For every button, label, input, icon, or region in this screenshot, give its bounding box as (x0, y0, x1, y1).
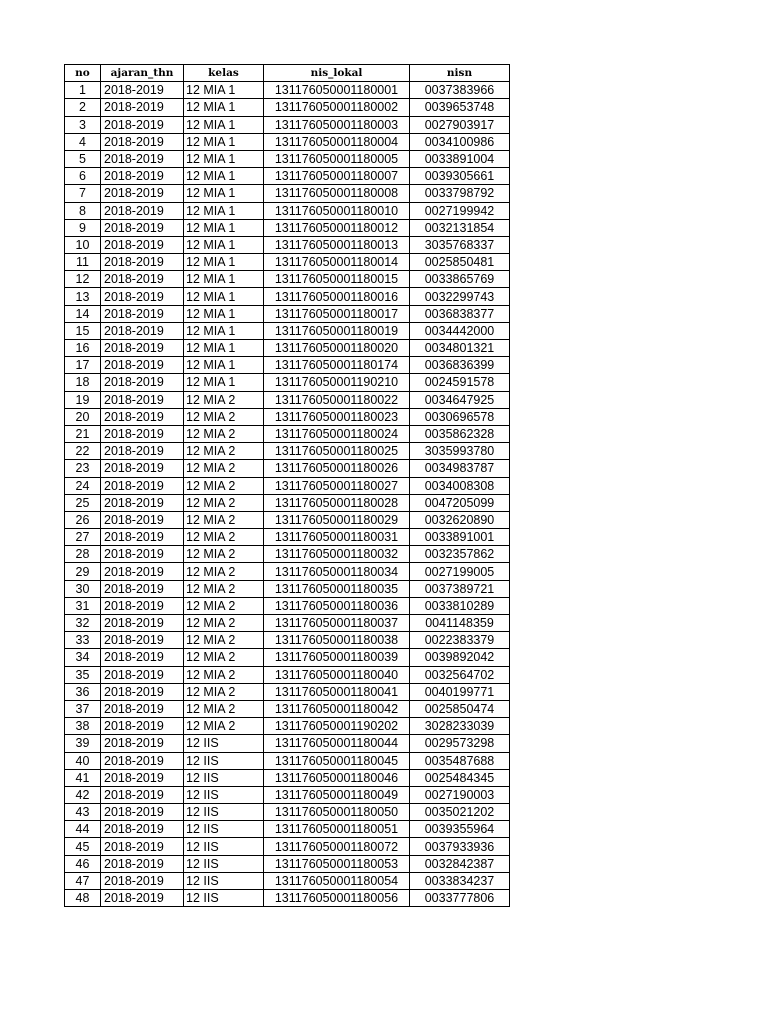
table-row (65, 580, 510, 597)
cell-ajaran-thn: 2018-2019 (101, 202, 184, 219)
table-row (65, 666, 510, 683)
cell-no: 26 (65, 511, 101, 528)
cell-nis-lokal: 131176050001180003 (264, 116, 410, 133)
cell-kelas: 12 IIS (184, 821, 264, 838)
cell-nisn: 0027903917 (410, 116, 510, 133)
cell-kelas: 12 IIS (184, 804, 264, 821)
cell-nisn: 0035862328 (410, 425, 510, 442)
cell-nisn: 0032131854 (410, 219, 510, 236)
cell-no: 42 (65, 786, 101, 803)
cell-nis-lokal: 131176050001180035 (264, 580, 410, 597)
cell-ajaran-thn: 2018-2019 (101, 322, 184, 339)
cell-kelas: 12 MIA 1 (184, 150, 264, 167)
cell-ajaran-thn: 2018-2019 (101, 666, 184, 683)
cell-nis-lokal: 131176050001180053 (264, 855, 410, 872)
header-row (65, 65, 510, 82)
table-body (65, 82, 510, 907)
cell-nisn: 0034008308 (410, 477, 510, 494)
cell-no: 29 (65, 563, 101, 580)
cell-kelas: 12 MIA 1 (184, 254, 264, 271)
table-row (65, 99, 510, 116)
cell-no: 1 (65, 82, 101, 99)
cell-nisn: 0029573298 (410, 735, 510, 752)
table-row (65, 443, 510, 460)
cell-ajaran-thn: 2018-2019 (101, 116, 184, 133)
cell-nis-lokal: 131176050001180038 (264, 632, 410, 649)
cell-no: 35 (65, 666, 101, 683)
table-row (65, 219, 510, 236)
cell-ajaran-thn: 2018-2019 (101, 408, 184, 425)
cell-ajaran-thn: 2018-2019 (101, 477, 184, 494)
cell-ajaran-thn: 2018-2019 (101, 872, 184, 889)
table-row (65, 769, 510, 786)
cell-nis-lokal: 131176050001180001 (264, 82, 410, 99)
cell-nisn: 0033891004 (410, 150, 510, 167)
cell-nis-lokal: 131176050001180050 (264, 804, 410, 821)
cell-ajaran-thn: 2018-2019 (101, 271, 184, 288)
cell-no: 45 (65, 838, 101, 855)
cell-ajaran-thn: 2018-2019 (101, 529, 184, 546)
cell-nis-lokal: 131176050001180042 (264, 700, 410, 717)
cell-kelas: 12 IIS (184, 855, 264, 872)
cell-nis-lokal: 131176050001180027 (264, 477, 410, 494)
cell-kelas: 12 MIA 1 (184, 82, 264, 99)
table-row (65, 271, 510, 288)
cell-nisn: 0037383966 (410, 82, 510, 99)
table-row (65, 855, 510, 872)
table-row (65, 477, 510, 494)
cell-no: 23 (65, 460, 101, 477)
cell-nisn: 0035021202 (410, 804, 510, 821)
table-row (65, 391, 510, 408)
table-row (65, 632, 510, 649)
cell-kelas: 12 MIA 2 (184, 546, 264, 563)
cell-kelas: 12 IIS (184, 752, 264, 769)
cell-ajaran-thn: 2018-2019 (101, 391, 184, 408)
cell-no: 5 (65, 150, 101, 167)
cell-ajaran-thn: 2018-2019 (101, 150, 184, 167)
table-row (65, 425, 510, 442)
cell-no: 28 (65, 546, 101, 563)
table-row (65, 288, 510, 305)
cell-ajaran-thn: 2018-2019 (101, 649, 184, 666)
cell-nis-lokal: 131176050001190202 (264, 718, 410, 735)
cell-kelas: 12 MIA 2 (184, 477, 264, 494)
cell-nisn: 0025850481 (410, 254, 510, 271)
cell-nis-lokal: 131176050001180031 (264, 529, 410, 546)
cell-kelas: 12 MIA 2 (184, 494, 264, 511)
cell-no: 6 (65, 168, 101, 185)
cell-nisn: 0041148359 (410, 615, 510, 632)
cell-nisn: 0033777806 (410, 890, 510, 907)
cell-nis-lokal: 131176050001180023 (264, 408, 410, 425)
header-ajaran-thn: ajaran_thn (101, 65, 184, 82)
cell-nis-lokal: 131176050001180008 (264, 185, 410, 202)
cell-no: 18 (65, 374, 101, 391)
cell-nis-lokal: 131176050001180014 (264, 254, 410, 271)
cell-nis-lokal: 131176050001180044 (264, 735, 410, 752)
table-row (65, 236, 510, 253)
cell-nisn: 3028233039 (410, 718, 510, 735)
cell-kelas: 12 MIA 1 (184, 219, 264, 236)
cell-no: 4 (65, 133, 101, 150)
cell-nis-lokal: 131176050001180045 (264, 752, 410, 769)
cell-ajaran-thn: 2018-2019 (101, 443, 184, 460)
cell-kelas: 12 MIA 2 (184, 563, 264, 580)
cell-kelas: 12 IIS (184, 872, 264, 889)
cell-ajaran-thn: 2018-2019 (101, 185, 184, 202)
cell-no: 39 (65, 735, 101, 752)
cell-kelas: 12 MIA 2 (184, 632, 264, 649)
cell-nis-lokal: 131176050001180020 (264, 340, 410, 357)
table-row (65, 511, 510, 528)
cell-nisn: 0027199942 (410, 202, 510, 219)
cell-kelas: 12 MIA 2 (184, 391, 264, 408)
cell-nisn: 0039305661 (410, 168, 510, 185)
cell-kelas: 12 MIA 1 (184, 133, 264, 150)
cell-ajaran-thn: 2018-2019 (101, 288, 184, 305)
cell-kelas: 12 MIA 2 (184, 615, 264, 632)
cell-ajaran-thn: 2018-2019 (101, 236, 184, 253)
cell-nis-lokal: 131176050001180174 (264, 357, 410, 374)
cell-nis-lokal: 131176050001180025 (264, 443, 410, 460)
cell-ajaran-thn: 2018-2019 (101, 735, 184, 752)
cell-kelas: 12 IIS (184, 838, 264, 855)
cell-no: 30 (65, 580, 101, 597)
cell-nis-lokal: 131176050001180040 (264, 666, 410, 683)
cell-ajaran-thn: 2018-2019 (101, 374, 184, 391)
cell-no: 37 (65, 700, 101, 717)
cell-ajaran-thn: 2018-2019 (101, 511, 184, 528)
cell-nisn: 0032299743 (410, 288, 510, 305)
cell-nis-lokal: 131176050001180032 (264, 546, 410, 563)
cell-no: 3 (65, 116, 101, 133)
cell-nis-lokal: 131176050001180028 (264, 494, 410, 511)
cell-no: 40 (65, 752, 101, 769)
cell-no: 12 (65, 271, 101, 288)
cell-nisn: 0033891001 (410, 529, 510, 546)
cell-kelas: 12 MIA 1 (184, 305, 264, 322)
cell-kelas: 12 MIA 2 (184, 666, 264, 683)
cell-kelas: 12 MIA 1 (184, 202, 264, 219)
cell-ajaran-thn: 2018-2019 (101, 804, 184, 821)
cell-nisn: 0034983787 (410, 460, 510, 477)
cell-nisn: 0032842387 (410, 855, 510, 872)
cell-no: 11 (65, 254, 101, 271)
cell-nis-lokal: 131176050001180054 (264, 872, 410, 889)
table-row (65, 597, 510, 614)
cell-no: 2 (65, 99, 101, 116)
cell-no: 31 (65, 597, 101, 614)
table-row (65, 649, 510, 666)
cell-no: 21 (65, 425, 101, 442)
cell-no: 22 (65, 443, 101, 460)
table-row (65, 168, 510, 185)
cell-kelas: 12 MIA 2 (184, 460, 264, 477)
table-row (65, 82, 510, 99)
cell-ajaran-thn: 2018-2019 (101, 769, 184, 786)
cell-nis-lokal: 131176050001180029 (264, 511, 410, 528)
cell-ajaran-thn: 2018-2019 (101, 580, 184, 597)
table-row (65, 408, 510, 425)
cell-no: 8 (65, 202, 101, 219)
cell-nis-lokal: 131176050001180036 (264, 597, 410, 614)
cell-nis-lokal: 131176050001180039 (264, 649, 410, 666)
cell-nisn: 0022383379 (410, 632, 510, 649)
cell-nis-lokal: 131176050001180013 (264, 236, 410, 253)
cell-kelas: 12 MIA 1 (184, 271, 264, 288)
cell-kelas: 12 MIA 1 (184, 116, 264, 133)
cell-kelas: 12 MIA 1 (184, 357, 264, 374)
cell-no: 24 (65, 477, 101, 494)
cell-no: 48 (65, 890, 101, 907)
cell-ajaran-thn: 2018-2019 (101, 718, 184, 735)
cell-nisn: 0040199771 (410, 683, 510, 700)
cell-nisn: 0032620890 (410, 511, 510, 528)
table-row (65, 700, 510, 717)
cell-no: 32 (65, 615, 101, 632)
table-row (65, 718, 510, 735)
cell-no: 10 (65, 236, 101, 253)
cell-nisn: 0037933936 (410, 838, 510, 855)
table-row (65, 752, 510, 769)
cell-nis-lokal: 131176050001180046 (264, 769, 410, 786)
cell-kelas: 12 MIA 1 (184, 168, 264, 185)
cell-kelas: 12 MIA 1 (184, 236, 264, 253)
cell-nis-lokal: 131176050001180037 (264, 615, 410, 632)
cell-nis-lokal: 131176050001180051 (264, 821, 410, 838)
cell-nis-lokal: 131176050001180022 (264, 391, 410, 408)
cell-no: 14 (65, 305, 101, 322)
cell-no: 33 (65, 632, 101, 649)
cell-ajaran-thn: 2018-2019 (101, 700, 184, 717)
cell-kelas: 12 MIA 2 (184, 529, 264, 546)
cell-nisn: 0034801321 (410, 340, 510, 357)
cell-no: 16 (65, 340, 101, 357)
cell-ajaran-thn: 2018-2019 (101, 425, 184, 442)
cell-no: 27 (65, 529, 101, 546)
cell-nis-lokal: 131176050001180072 (264, 838, 410, 855)
table-row (65, 786, 510, 803)
table-row (65, 357, 510, 374)
cell-nis-lokal: 131176050001180019 (264, 322, 410, 339)
cell-nisn: 3035768337 (410, 236, 510, 253)
cell-nisn: 0039355964 (410, 821, 510, 838)
cell-kelas: 12 IIS (184, 769, 264, 786)
cell-nis-lokal: 131176050001180017 (264, 305, 410, 322)
cell-kelas: 12 MIA 1 (184, 185, 264, 202)
cell-ajaran-thn: 2018-2019 (101, 546, 184, 563)
spreadsheet-page (64, 64, 510, 907)
table-row (65, 460, 510, 477)
table-row (65, 494, 510, 511)
cell-kelas: 12 MIA 1 (184, 99, 264, 116)
cell-nisn: 0036838377 (410, 305, 510, 322)
cell-nis-lokal: 131176050001180016 (264, 288, 410, 305)
cell-no: 44 (65, 821, 101, 838)
cell-ajaran-thn: 2018-2019 (101, 615, 184, 632)
cell-nisn: 0034647925 (410, 391, 510, 408)
cell-nis-lokal: 131176050001180049 (264, 786, 410, 803)
cell-nisn: 0034442000 (410, 322, 510, 339)
cell-ajaran-thn: 2018-2019 (101, 168, 184, 185)
cell-ajaran-thn: 2018-2019 (101, 563, 184, 580)
cell-kelas: 12 MIA 2 (184, 597, 264, 614)
cell-kelas: 12 IIS (184, 735, 264, 752)
cell-kelas: 12 MIA 1 (184, 288, 264, 305)
cell-nisn: 0039892042 (410, 649, 510, 666)
cell-nis-lokal: 131176050001180056 (264, 890, 410, 907)
table-row (65, 872, 510, 889)
table-row (65, 821, 510, 838)
cell-ajaran-thn: 2018-2019 (101, 786, 184, 803)
cell-nisn: 0033834237 (410, 872, 510, 889)
table-row (65, 133, 510, 150)
cell-nis-lokal: 131176050001180010 (264, 202, 410, 219)
cell-kelas: 12 MIA 1 (184, 340, 264, 357)
cell-nisn: 0033865769 (410, 271, 510, 288)
cell-ajaran-thn: 2018-2019 (101, 357, 184, 374)
cell-kelas: 12 MIA 2 (184, 649, 264, 666)
cell-nisn: 0037389721 (410, 580, 510, 597)
cell-ajaran-thn: 2018-2019 (101, 752, 184, 769)
cell-no: 47 (65, 872, 101, 889)
cell-kelas: 12 MIA 2 (184, 718, 264, 735)
cell-ajaran-thn: 2018-2019 (101, 890, 184, 907)
table-row (65, 838, 510, 855)
cell-nis-lokal: 131176050001180012 (264, 219, 410, 236)
cell-no: 9 (65, 219, 101, 236)
cell-kelas: 12 MIA 2 (184, 443, 264, 460)
cell-nis-lokal: 131176050001180026 (264, 460, 410, 477)
header-nis-lokal: nis_lokal (264, 65, 410, 82)
cell-nisn: 3035993780 (410, 443, 510, 460)
cell-ajaran-thn: 2018-2019 (101, 632, 184, 649)
cell-nisn: 0025850474 (410, 700, 510, 717)
cell-ajaran-thn: 2018-2019 (101, 821, 184, 838)
cell-ajaran-thn: 2018-2019 (101, 305, 184, 322)
cell-nisn: 0027199005 (410, 563, 510, 580)
cell-ajaran-thn: 2018-2019 (101, 838, 184, 855)
cell-nisn: 0025484345 (410, 769, 510, 786)
cell-kelas: 12 MIA 1 (184, 322, 264, 339)
cell-no: 19 (65, 391, 101, 408)
cell-ajaran-thn: 2018-2019 (101, 494, 184, 511)
table-row (65, 305, 510, 322)
cell-no: 13 (65, 288, 101, 305)
header-nisn: nisn (410, 65, 510, 82)
cell-no: 36 (65, 683, 101, 700)
cell-ajaran-thn: 2018-2019 (101, 460, 184, 477)
table-row (65, 254, 510, 271)
cell-ajaran-thn: 2018-2019 (101, 133, 184, 150)
cell-kelas: 12 IIS (184, 890, 264, 907)
cell-nis-lokal: 131176050001190210 (264, 374, 410, 391)
header-no: no (65, 65, 101, 82)
cell-nis-lokal: 131176050001180004 (264, 133, 410, 150)
cell-nisn: 0027190003 (410, 786, 510, 803)
cell-nis-lokal: 131176050001180007 (264, 168, 410, 185)
table-row (65, 683, 510, 700)
table-row (65, 116, 510, 133)
cell-kelas: 12 MIA 2 (184, 511, 264, 528)
cell-nis-lokal: 131176050001180015 (264, 271, 410, 288)
cell-ajaran-thn: 2018-2019 (101, 82, 184, 99)
cell-kelas: 12 IIS (184, 786, 264, 803)
cell-ajaran-thn: 2018-2019 (101, 855, 184, 872)
cell-no: 20 (65, 408, 101, 425)
table-row (65, 546, 510, 563)
cell-kelas: 12 MIA 2 (184, 683, 264, 700)
cell-ajaran-thn: 2018-2019 (101, 683, 184, 700)
header-kelas: kelas (184, 65, 264, 82)
cell-ajaran-thn: 2018-2019 (101, 99, 184, 116)
cell-kelas: 12 MIA 2 (184, 580, 264, 597)
cell-ajaran-thn: 2018-2019 (101, 219, 184, 236)
cell-kelas: 12 MIA 2 (184, 425, 264, 442)
table-row (65, 890, 510, 907)
cell-kelas: 12 MIA 1 (184, 374, 264, 391)
cell-nisn: 0047205099 (410, 494, 510, 511)
table-row (65, 563, 510, 580)
table-row (65, 804, 510, 821)
cell-nisn: 0034100986 (410, 133, 510, 150)
cell-kelas: 12 MIA 2 (184, 700, 264, 717)
cell-nisn: 0030696578 (410, 408, 510, 425)
cell-no: 17 (65, 357, 101, 374)
table-row (65, 529, 510, 546)
cell-nisn: 0036836399 (410, 357, 510, 374)
table-row (65, 150, 510, 167)
table-row (65, 615, 510, 632)
cell-nisn: 0024591578 (410, 374, 510, 391)
cell-nis-lokal: 131176050001180041 (264, 683, 410, 700)
table-row (65, 340, 510, 357)
cell-nisn: 0032564702 (410, 666, 510, 683)
cell-ajaran-thn: 2018-2019 (101, 597, 184, 614)
cell-no: 41 (65, 769, 101, 786)
cell-no: 43 (65, 804, 101, 821)
cell-nis-lokal: 131176050001180002 (264, 99, 410, 116)
table-row (65, 735, 510, 752)
cell-nisn: 0032357862 (410, 546, 510, 563)
table-row (65, 185, 510, 202)
cell-nisn: 0035487688 (410, 752, 510, 769)
cell-ajaran-thn: 2018-2019 (101, 254, 184, 271)
student-table (64, 64, 510, 907)
cell-nis-lokal: 131176050001180034 (264, 563, 410, 580)
cell-no: 38 (65, 718, 101, 735)
cell-kelas: 12 MIA 2 (184, 408, 264, 425)
cell-ajaran-thn: 2018-2019 (101, 340, 184, 357)
cell-nis-lokal: 131176050001180024 (264, 425, 410, 442)
cell-no: 46 (65, 855, 101, 872)
table-row (65, 322, 510, 339)
cell-nisn: 0039653748 (410, 99, 510, 116)
cell-no: 25 (65, 494, 101, 511)
cell-no: 15 (65, 322, 101, 339)
cell-no: 34 (65, 649, 101, 666)
cell-no: 7 (65, 185, 101, 202)
cell-nisn: 0033810289 (410, 597, 510, 614)
table-row (65, 202, 510, 219)
table-row (65, 374, 510, 391)
cell-nis-lokal: 131176050001180005 (264, 150, 410, 167)
cell-nisn: 0033798792 (410, 185, 510, 202)
